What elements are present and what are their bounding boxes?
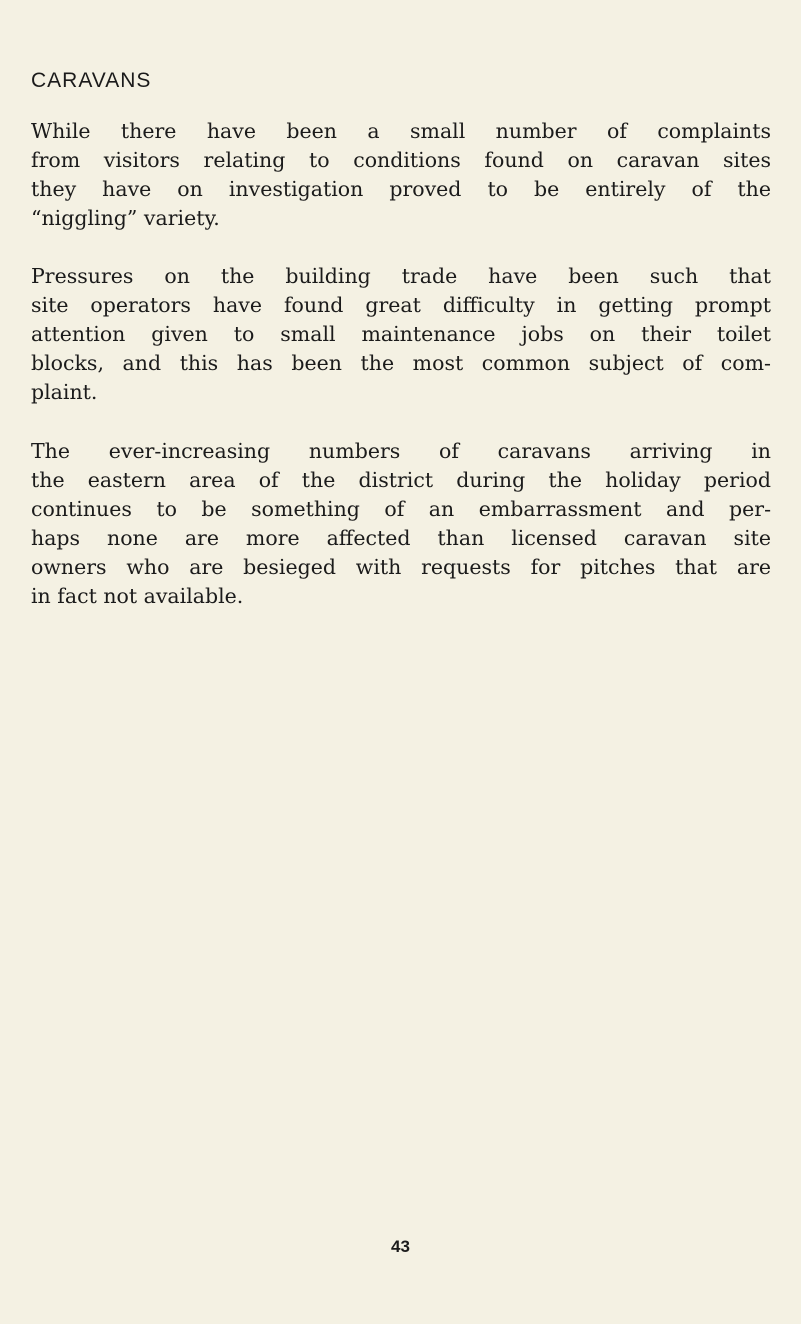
paragraph-line: haps none are more affected than licensed caravan site (31, 526, 771, 550)
paragraph-line: in fact not available. (31, 584, 244, 608)
paragraph-line: plaint. (31, 380, 98, 404)
paragraph-line: they have on investigation proved to be entirely of the (31, 177, 771, 201)
section-heading: CARAVANS (31, 69, 152, 92)
paragraph-1 (31, 117, 771, 233)
paragraph-line: While there have been a small number of complaints (31, 119, 771, 143)
paragraph-line: attention given to small maintenance jobs on their toilet (31, 322, 771, 346)
page-number: 43 (391, 1237, 410, 1256)
paragraph-line: from visitors relating to conditions found on caravan sites (31, 148, 771, 172)
paragraph-line: blocks, and this has been the most common subject of com- (31, 351, 771, 375)
paragraph-line: “niggling” variety. (31, 206, 220, 230)
paragraph-3 (31, 437, 771, 611)
paragraph-line: The ever-increasing numbers of caravans arriving in (31, 439, 771, 463)
paragraph-line: Pressures on the building trade have been such that (31, 264, 771, 288)
paragraph-line: site operators have found great difficulty in getting prompt (31, 293, 771, 317)
paragraph-2 (31, 262, 771, 407)
paragraph-line: the eastern area of the district during the holiday period (31, 468, 771, 492)
paragraph-line: continues to be something of an embarrassment and per- (31, 497, 771, 521)
paragraph-line: owners who are besieged with requests for pitches that are (31, 555, 771, 579)
